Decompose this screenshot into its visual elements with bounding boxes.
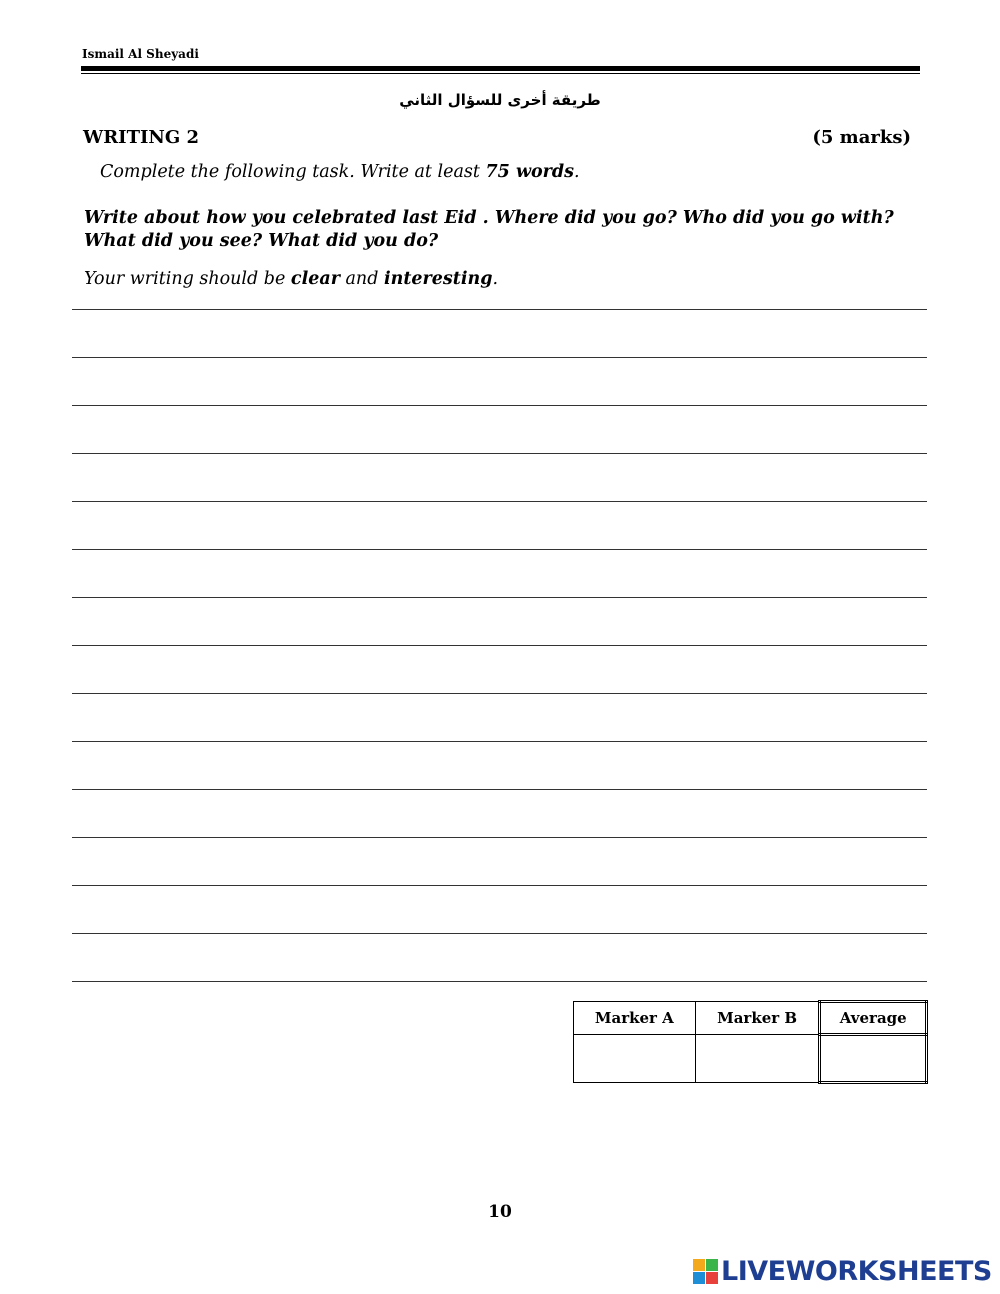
- marker-b-score-cell[interactable]: [695, 1035, 820, 1083]
- writing-prompt: Write about how you celebrated last Eid . Where did you go? Who did you go with? What did you see? What did you do?: [84, 208, 894, 251]
- header-rule-thin: [81, 73, 920, 74]
- writing-line[interactable]: [72, 549, 927, 597]
- writing-line[interactable]: [72, 501, 927, 549]
- writing-line[interactable]: [72, 405, 927, 453]
- liveworksheets-logo: [693, 1256, 992, 1287]
- marker-a-header: Marker A: [574, 1002, 696, 1035]
- writing-area[interactable]: [72, 309, 927, 982]
- quality-interesting: interesting: [383, 269, 493, 289]
- writing-line[interactable]: [72, 357, 927, 405]
- quality-and: and: [339, 269, 384, 289]
- header-rule-thick: [81, 66, 920, 71]
- page-number: 10: [488, 1202, 512, 1222]
- marker-b-header: Marker B: [695, 1002, 820, 1035]
- writing-line-end: [72, 981, 927, 982]
- writing-line[interactable]: [72, 885, 927, 933]
- quality-text: Your writing should be: [84, 269, 291, 289]
- instruction-text: Complete the following task. Write at least: [100, 162, 486, 182]
- marker-a-score-cell[interactable]: [574, 1035, 696, 1083]
- liveworksheets-logo-icon: [693, 1259, 718, 1284]
- quality-clear: clear: [290, 269, 340, 289]
- marker-table: [573, 1000, 928, 1084]
- author-name: Ismail Al Sheyadi: [82, 47, 199, 61]
- task-instruction: [100, 162, 580, 182]
- writing-line[interactable]: [72, 645, 927, 693]
- average-score-cell[interactable]: [820, 1035, 927, 1083]
- instruction-end: .: [574, 162, 580, 182]
- writing-line[interactable]: [72, 933, 927, 981]
- quality-note: [84, 269, 498, 289]
- writing-line[interactable]: [72, 741, 927, 789]
- writing-line[interactable]: [72, 693, 927, 741]
- writing-line[interactable]: [72, 597, 927, 645]
- word-count: 75 words: [485, 162, 574, 182]
- writing-line[interactable]: [72, 309, 927, 357]
- average-header: Average: [820, 1002, 927, 1035]
- writing-line[interactable]: [72, 453, 927, 501]
- brand-name: LIVEWORKSHEETS: [721, 1256, 992, 1287]
- writing-line[interactable]: [72, 837, 927, 885]
- section-marks: (5 marks): [812, 127, 911, 148]
- section-title: WRITING 2: [83, 127, 200, 148]
- writing-line[interactable]: [72, 789, 927, 837]
- arabic-note: طريقة أخرى للسؤال الثاني: [399, 91, 601, 109]
- quality-end: .: [492, 269, 499, 289]
